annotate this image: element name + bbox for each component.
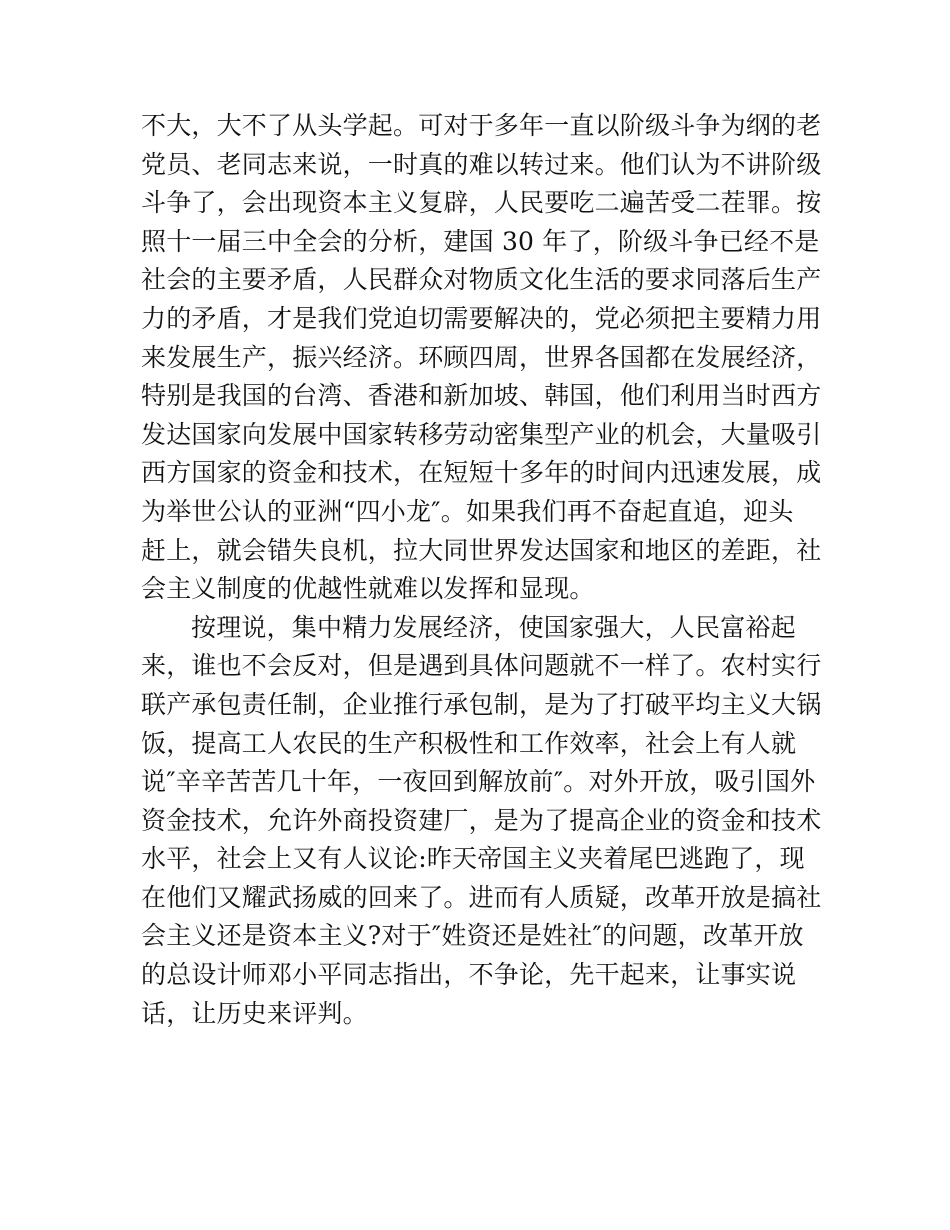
text-line: 为举世公认的亚洲“四小龙″。如果我们再不奋起直追，迎头	[141, 496, 794, 526]
text-line: 会主义还是资本主义?对于″姓资还是姓社″的问题，改革开放	[141, 921, 804, 951]
text-line: 来发展生产，振兴经济。环顾四周，世界各国都在发展经济，	[141, 342, 822, 372]
document-body	[141, 107, 831, 1033]
text-line: 在他们又耀武扬威的回来了。进而有人质疑，改革开放是搞社	[141, 882, 822, 912]
text-line: 照十一届三中全会的分析，建国 30 年了，阶级斗争已经不是	[141, 226, 820, 256]
text-line: 来，谁也不会反对，但是遇到具体问题就不一样了。农村实行	[141, 651, 822, 681]
text-line: 党员、老同志来说，一时真的难以转过来。他们认为不讲阶级	[141, 149, 822, 179]
text-line: 饭，提高工人农民的生产积极性和工作效率，社会上有人就	[141, 728, 797, 758]
text-line: 发达国家向发展中国家转移劳动密集型产业的机会，大量吸引	[141, 419, 822, 449]
text-line: 按理说，集中精力发展经济，使国家强大，人民富裕起	[191, 612, 796, 642]
text-line: 社会的主要矛盾，人民群众对物质文化生活的要求同落后生产	[141, 265, 822, 295]
text-line: 赶上，就会错失良机，拉大同世界发达国家和地区的差距，社	[141, 535, 822, 565]
text-line: 话，让历史来评判。	[141, 998, 368, 1028]
text-line: 说″辛辛苦苦几十年，一夜回到解放前″。对外开放，吸引国外	[141, 767, 816, 797]
text-line: 特别是我国的台湾、香港和新加坡、韩国，他们利用当时西方	[141, 381, 822, 411]
paragraph-1	[141, 107, 831, 609]
text-line: 联产承包责任制，企业推行承包制，是为了打破平均主义大锅	[141, 689, 822, 719]
text-line: 的总设计师邓小平同志指出，不争论，先干起来，让事实说	[141, 960, 797, 990]
text-line: 不大，大不了从头学起。可对于多年一直以阶级斗争为纲的老	[141, 111, 822, 140]
text-line: 斗争了，会出现资本主义复辟，人民要吃二遍苦受二茬罪。按	[141, 188, 822, 218]
paragraph-2	[141, 609, 831, 1034]
text-line: 力的矛盾，才是我们党迫切需要解决的，党必须把主要精力用	[141, 303, 822, 333]
text-line: 水平，社会上又有人议论:昨天帝国主义夹着尾巴逃跑了，现	[141, 844, 805, 874]
text-line: 西方国家的资金和技术，在短短十多年的时间内迅速发展，成	[141, 458, 822, 488]
text-line: 会主义制度的优越性就难以发挥和显现。	[141, 574, 595, 604]
text-line: 资金技术，允许外商投资建厂，是为了提高企业的资金和技术	[141, 805, 822, 835]
